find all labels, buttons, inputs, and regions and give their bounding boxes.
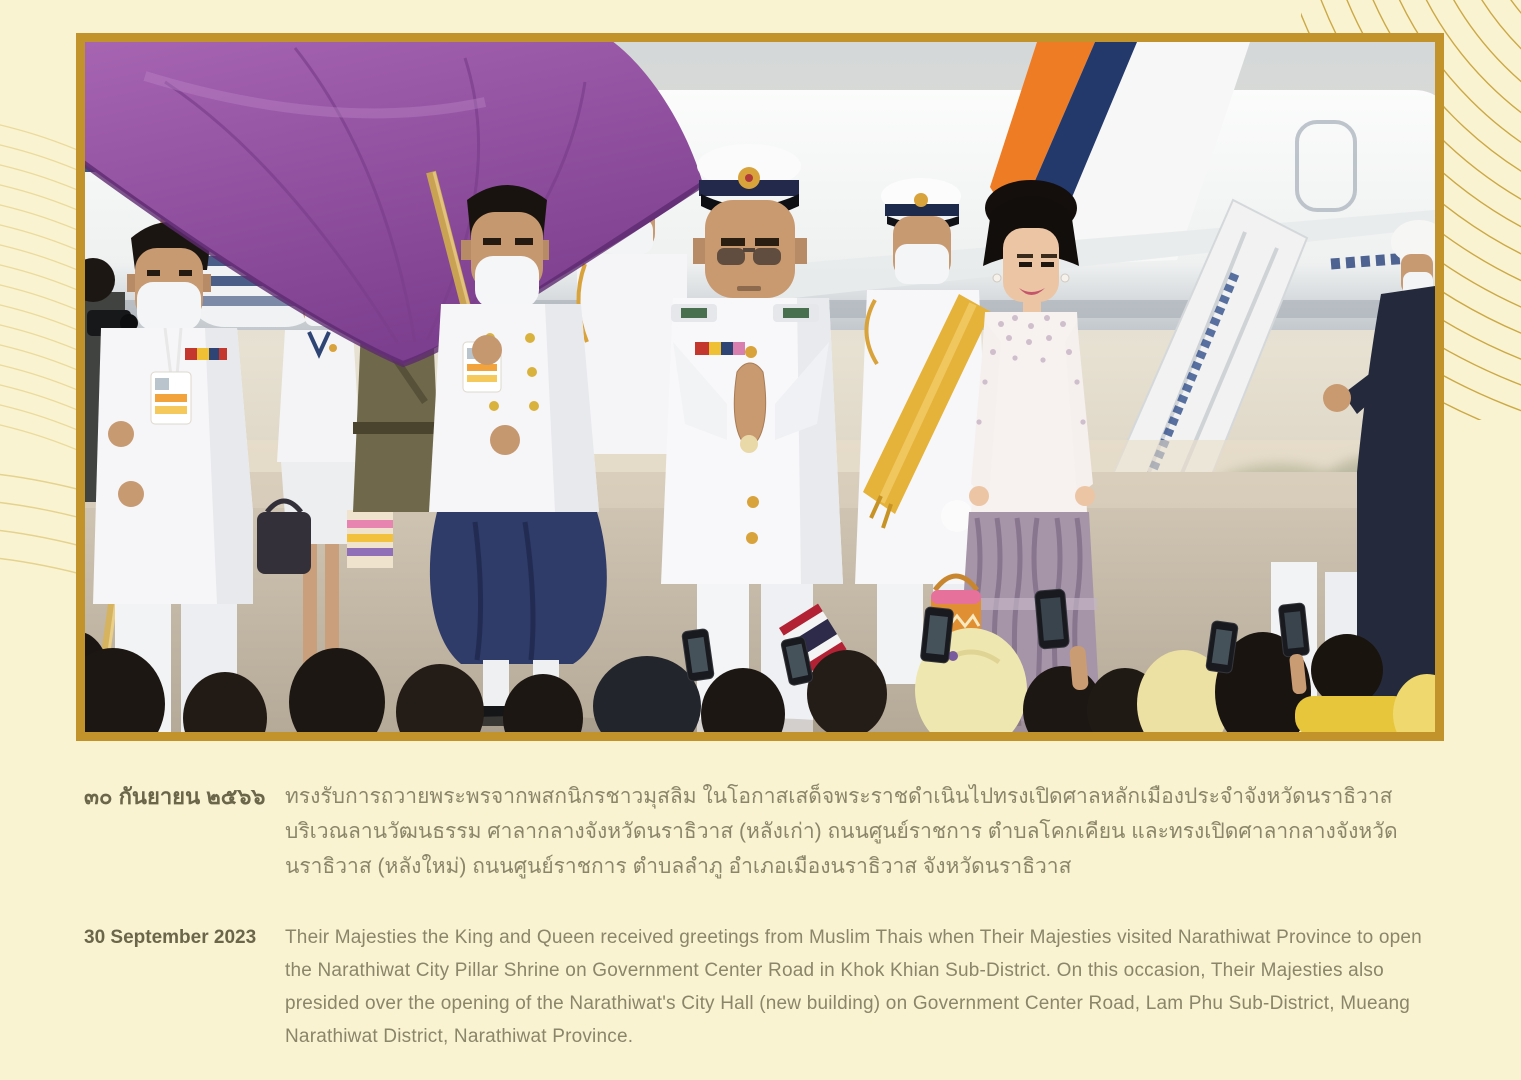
- english-date: 30 September 2023: [84, 927, 257, 948]
- thai-caption-row: [84, 779, 1442, 884]
- english-caption-row: [84, 921, 1442, 1053]
- thai-caption-text: ทรงรับการถวายพระพรจากพสกนิกรชาวมุสลิม ในโอกาสเสด็จพระราชดำเนินไปทรงเปิดศาลหลักเมืองประจำจังหวัดนราธิวาส บริเวณลานวัฒนธรรม ศาลากลางจังหวัดนราธิวาส (หลังเก่า) ถนนศูนย์ราชการ ตำบลโคกเคียน และทรงเปิดศาลากลางจังหวัดนราธิวาส (หลังใหม่) ถนนศูนย์ราชการ ตำบลลำภู อำเภอเมืองนราธิวาส จังหวัดนราธิวาส: [285, 785, 1398, 878]
- english-caption-text: Their Majesties the King and Queen received greetings from Muslim Thais when Their Majesties visited Narathiwat Province to open the Narathiwat City Pillar Shrine on Government Center Road in Khok Khian Sub-District. On this occasion, Their Majesties also presided over the opening of the Narathiwat's City Hall (new building) on Government Center Road, Lam Phu Sub-District, Mueang Narathiwat District, Narathiwat Province.: [285, 927, 1422, 1047]
- photo-frame: [76, 33, 1444, 741]
- thai-date: ๓๐ กันยายน ๒๕๖๖: [84, 784, 266, 809]
- royal-photo: [85, 42, 1435, 732]
- caption-section: [84, 779, 1442, 1053]
- chong-kraben: [430, 512, 607, 664]
